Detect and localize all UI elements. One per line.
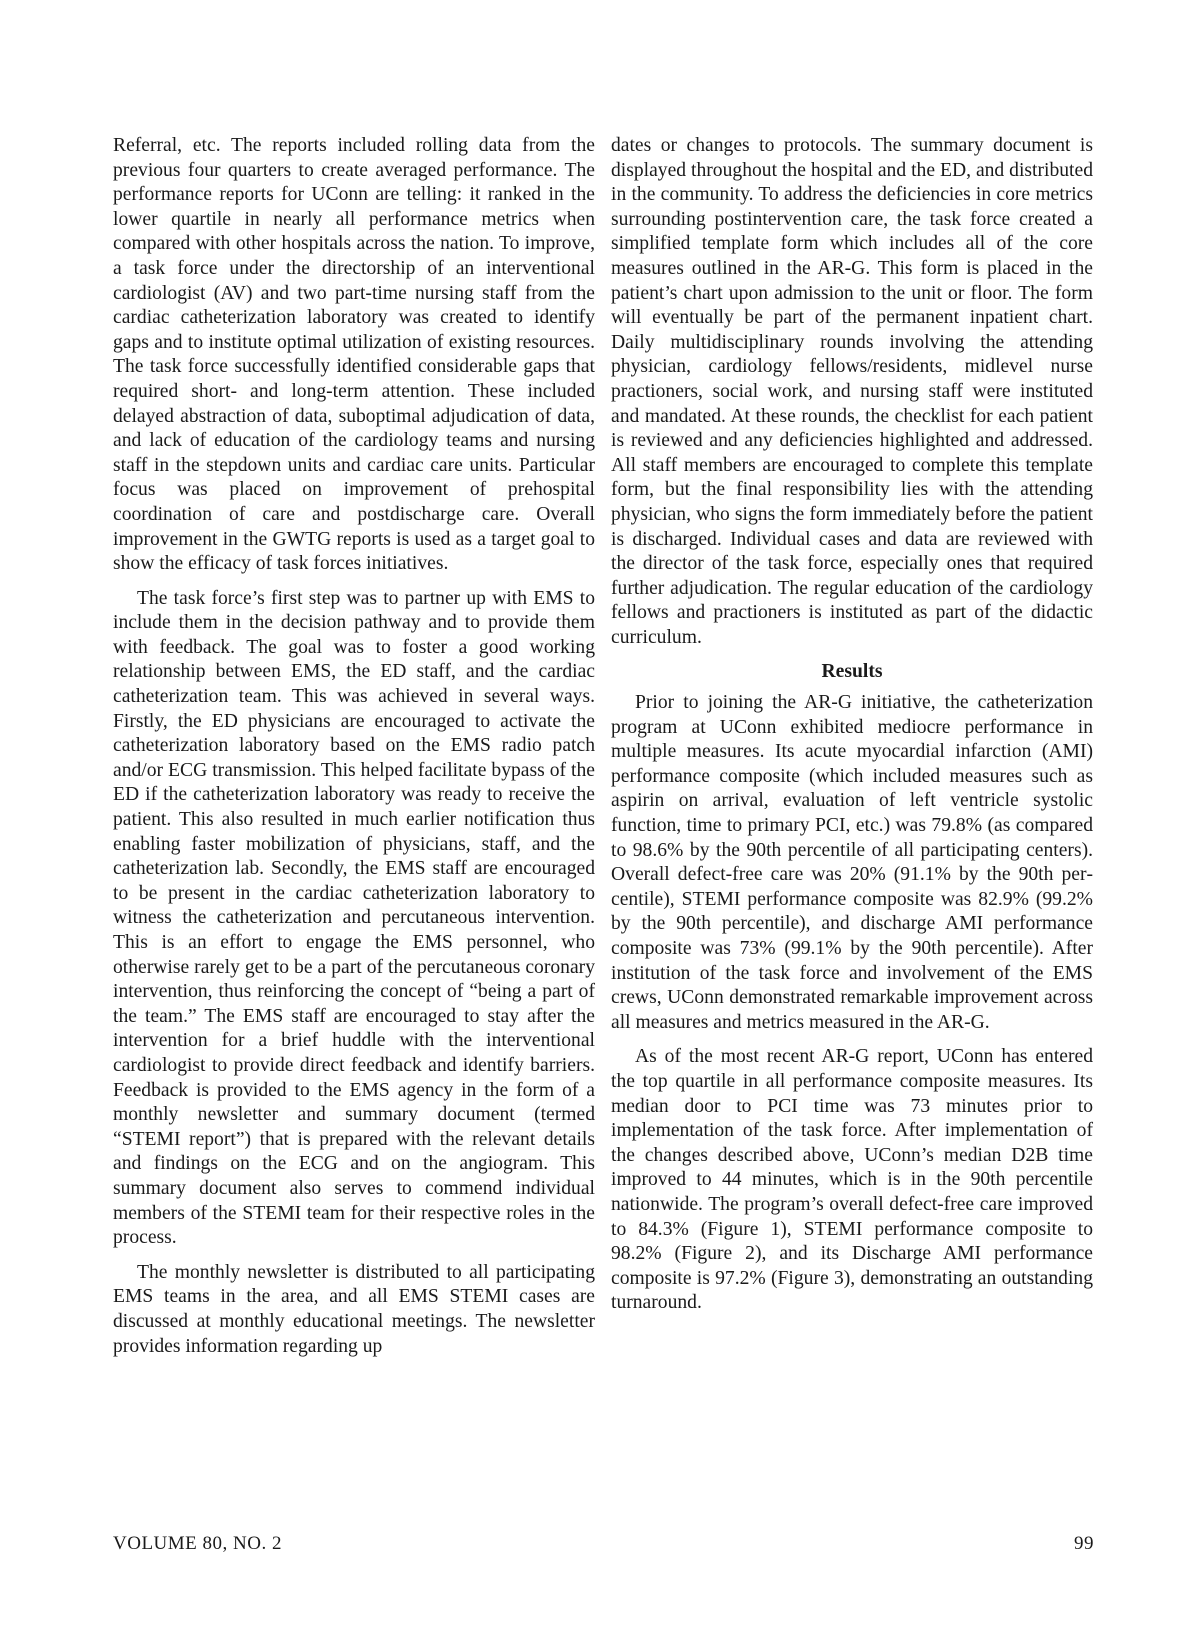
right-column [611,134,1093,1326]
left-column [113,134,595,1369]
right-paragraph-2: Prior to joining the AR-G initiative, the catheterization program at UConn exhibited mediocre performance in multiple measures. Its acute myocardial infarction (AMI) performance composite (which included measures such as aspirin on arrival, evaluation of left ventricle systolic function, time to primary PCI, etc.) was 79.8% (as compared to 98.6% by the 90th percentile of all participating centers). Overall defect-free care was 20% (91.1% by the 90th percentile), STEMI performance composite was 82.9% (99.2% by the 90th percentile), and discharge AMI performance composite was 73% (99.1% by the 90th percentile). After institution of the task force and involvement of the EMS crews, UConn demonstrated remarkable improvement across all measures and metrics measured in the AR-G. [611,692,1093,1033]
right-paragraph-3: As of the most recent AR-G report, UConn has entered the top quartile in all performance composite measures. Its median door to PCI time was 73 minutes prior to implementation of the task force. After implementation of the changes described above, UConn’s median D2B time improved to 44 minutes, which is in the 90th percentile nationwide. The program’s overall defect-free care improved to 84.3% (Figure 1), STEMI performance composite to 98.2% (Figure 2), and its Discharge AMI performance composite is 97.2% (Figure 3), demonstrating an outstanding turnaround. [611,1046,1093,1314]
page-number: 99 [1074,1533,1094,1554]
left-paragraph-1: Referral, etc. The reports included rolling data from the previous four quarters to create averaged performance. The performance reports for UConn are telling: it ranked in the lower quartile in nearly all performance metrics when compared with other hospitals across the nation. To improve, a task force under the directorship of an interventional cardiologist (AV) and two part-time nursing staff from the cardiac catheterization laboratory was created to identify gaps and to institute optimal utilization of existing resources. The task force successfully identified considerable gaps that required short- and long-term attention. These included delayed abstraction of data, suboptimal adjudication of data, and lack of education of the cardiology teams and nursing staff in the stepdown units and cardiac care units. Particular focus was placed on improvement of prehospital coordination of care and postdischarge care. Overall improvement in the GWTG reports is used as a target goal to show the efficacy of task forces initiatives. [113,135,595,575]
left-paragraph-3: The monthly newsletter is distributed to all participating EMS teams in the area, and all EMS STEMI cases are discussed at monthly educational meetings. The newsletter provides information regarding up [113,1261,595,1357]
left-paragraph-2: The task force’s first step was to partner up with EMS to include them in the decision pathway and to provide them with feedback. The goal was to foster a good working relationship between EMS, the ED staff, and the cardiac catheterization team. This was achieved in several ways. Firstly, the ED physicians are encouraged to activate the catheterization laboratory based on the EMS radio patch and/or ECG transmission. This helped facilitate bypass of the ED if the catheterization laboratory was ready to receive the patient. This also resulted in much earlier notification thus enabling faster mobilization of physicians, staff, and the catheterization lab. Secondly, the EMS staff are encouraged to be present in the cardiac catheterization laboratory to witness the catheterization and percutaneous intervention. This is an effort to engage the EMS personnel, who otherwise rarely get to be a part of the percutaneous coronary intervention, thus reinforcing the concept of “being a part of the team.” The EMS staff are encouraged to stay after the intervention for a brief huddle with the interventional cardiologist to provide direct feedback and identify barriers. Feedback is provided to the EMS agency in the form of a monthly newsletter and summary document (termed “STEMI report”) that is prepared with the relevant details and findings on the ECG and on the angiogram. This summary document also serves to commend individual members of the STEMI team for their respective roles in the process. [113,587,595,1249]
results-heading: Results [821,661,883,683]
journal-volume: VOLUME 80, NO. 2 [113,1533,282,1554]
right-paragraph-1: dates or changes to protocols. The summary document is displayed throughout the hospital and the ED, and distributed in the community. To address the deficiencies in core metrics surrounding postintervention care, the task force created a simplified template form which includes all of the core measures outlined in the AR-G. This form is placed in the patient’s chart upon admission to the unit or floor. The form will eventually be part of the permanent inpatient chart. Daily multidisciplinary rounds involving the attending physician, cardiology fellows/residents, midlevel nurse practioners, social work, and nursing staff were instituted and mandated. At these rounds, the checklist for each patient is reviewed and any deficiencies highlighted and addressed. All staff members are encouraged to complete this template form, but the final responsibility lies with the attending physician, who signs the form immediately before the patient is discharged. Individual cases and data are reviewed with the director of the task force, especially ones that required further adjudication. The regular education of the cardiology fellows and practioners is instituted as part of the didactic curriculum. [611,135,1093,648]
